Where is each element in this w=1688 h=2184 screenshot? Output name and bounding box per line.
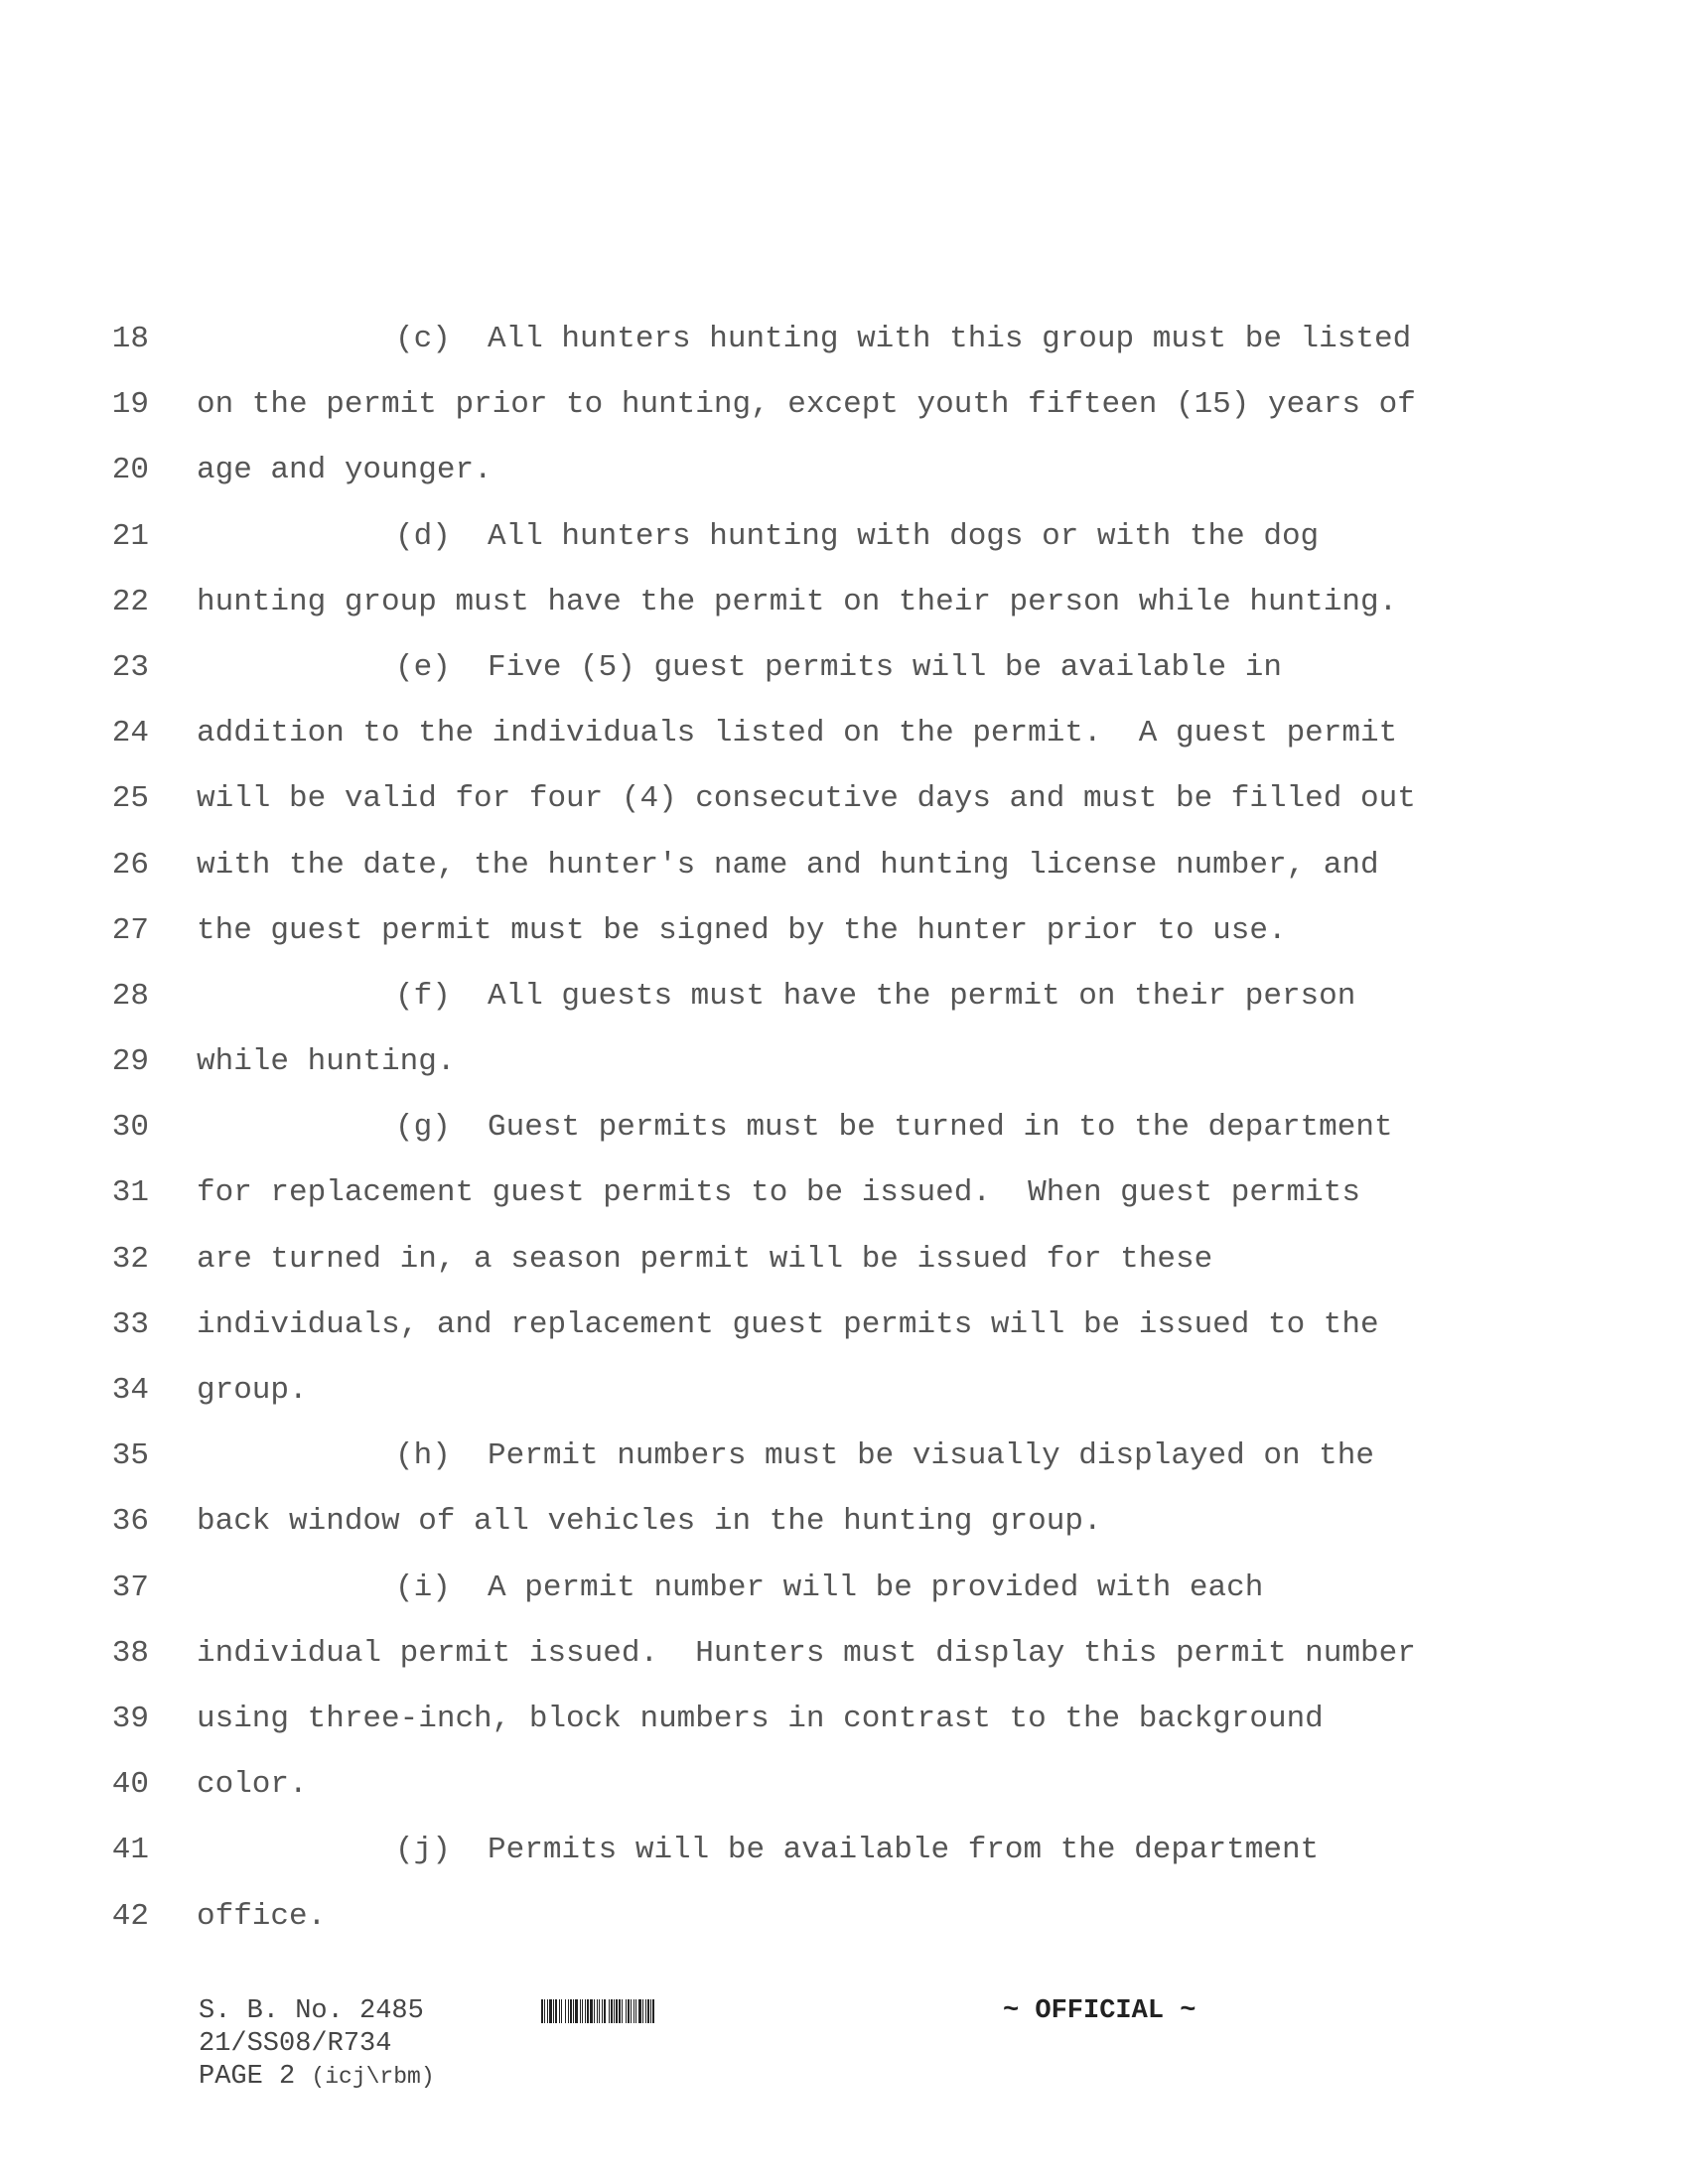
line-text: (f) All guests must have the permit on their person [395,978,1356,1014]
text-line [0,844,1688,909]
text-line [0,1040,1688,1106]
line-text: (e) Five (5) guest permits will be available in [395,649,1282,685]
text-line [0,777,1688,843]
line-number: 23 [111,649,149,685]
text-line [0,1632,1688,1698]
line-text: the guest permit must be signed by the hunter prior to use. [197,912,1287,948]
line-text: are turned in, a season permit will be issued for these [197,1241,1213,1277]
line-text: for replacement guest permits to be issued. When guest permits [197,1175,1360,1211]
line-text: individuals, and replacement guest permits will be issued to the [197,1306,1379,1342]
line-number: 33 [111,1306,149,1342]
line-number: 24 [111,716,149,751]
line-number: 25 [111,781,149,817]
line-number: 39 [111,1701,149,1736]
text-line [0,1763,1688,1829]
line-text: on the permit prior to hunting, except youth fifteen (15) years of [197,387,1416,423]
text-line [0,1238,1688,1303]
line-text: (h) Permit numbers must be visually displayed on the [395,1438,1374,1474]
line-number: 41 [111,1833,149,1868]
line-text: hunting group must have the permit on their person while hunting. [197,584,1398,619]
line-number: 30 [111,1110,149,1146]
line-text: while hunting. [197,1044,456,1080]
line-text: addition to the individuals listed on the permit. A guest permit [197,716,1398,751]
line-number: 19 [111,387,149,423]
line-number: 27 [111,912,149,948]
text-line [0,975,1688,1040]
text-line [0,581,1688,646]
text-line [0,1500,1688,1566]
line-text: using three-inch, block numbers in contrast to the background [197,1701,1324,1736]
text-line [0,712,1688,777]
version-code: 21/SS08/R734 [199,2029,392,2059]
line-text: (c) All hunters hunting with this group must be listed [395,322,1412,356]
text-line [0,1303,1688,1369]
text-line [0,1567,1688,1632]
text-line [0,1698,1688,1763]
text-line [0,1434,1688,1500]
text-line [0,1895,1688,1961]
barcode-icon [541,1999,779,2023]
drafter-initials: (icj\rbm) [311,2064,435,2090]
line-text: group. [197,1373,308,1408]
line-number: 40 [111,1767,149,1803]
line-text: color. [197,1767,308,1803]
line-text: (g) Guest permits must be turned in to the department [395,1110,1393,1146]
line-number: 31 [111,1175,149,1211]
text-line [0,1171,1688,1237]
official-stamp: ~ OFFICIAL ~ [1003,1996,1196,2026]
text-line [0,909,1688,975]
bill-text-body [0,318,1688,1961]
text-line [0,1369,1688,1434]
line-text: back window of all vehicles in the hunting group. [197,1504,1102,1540]
line-number: 34 [111,1373,149,1408]
line-text: age and younger. [197,453,492,488]
text-line [0,1106,1688,1171]
line-number: 26 [111,847,149,883]
text-line [0,449,1688,514]
line-number: 36 [111,1504,149,1540]
line-text: (i) A permit number will be provided with each [395,1570,1264,1605]
line-text: with the date, the hunter's name and hunting license number, and [197,847,1379,883]
page-footer [199,1995,1489,2094]
line-number: 22 [111,584,149,619]
text-line [0,318,1688,383]
page-label: PAGE 2 [199,2062,296,2092]
page-info [199,2061,1489,2094]
line-text: (d) All hunters hunting with dogs or with the dog [395,518,1320,554]
line-text: (j) Permits will be available from the department [395,1833,1320,1868]
line-number: 35 [111,1438,149,1474]
bill-number: S. B. No. 2485 [199,1996,424,2026]
line-number: 29 [111,1044,149,1080]
text-line [0,646,1688,712]
line-number: 28 [111,978,149,1014]
line-number: 42 [111,1898,149,1934]
line-number: 20 [111,453,149,488]
text-line [0,1829,1688,1894]
line-number: 18 [111,322,149,356]
line-number: 21 [111,518,149,554]
text-line [0,515,1688,581]
line-number: 32 [111,1241,149,1277]
line-text: individual permit issued. Hunters must display this permit number [197,1635,1416,1671]
line-number: 37 [111,1570,149,1605]
line-number: 38 [111,1635,149,1671]
line-text: will be valid for four (4) consecutive days and must be filled out [197,781,1416,817]
text-line [0,383,1688,449]
line-text: office. [197,1898,327,1934]
